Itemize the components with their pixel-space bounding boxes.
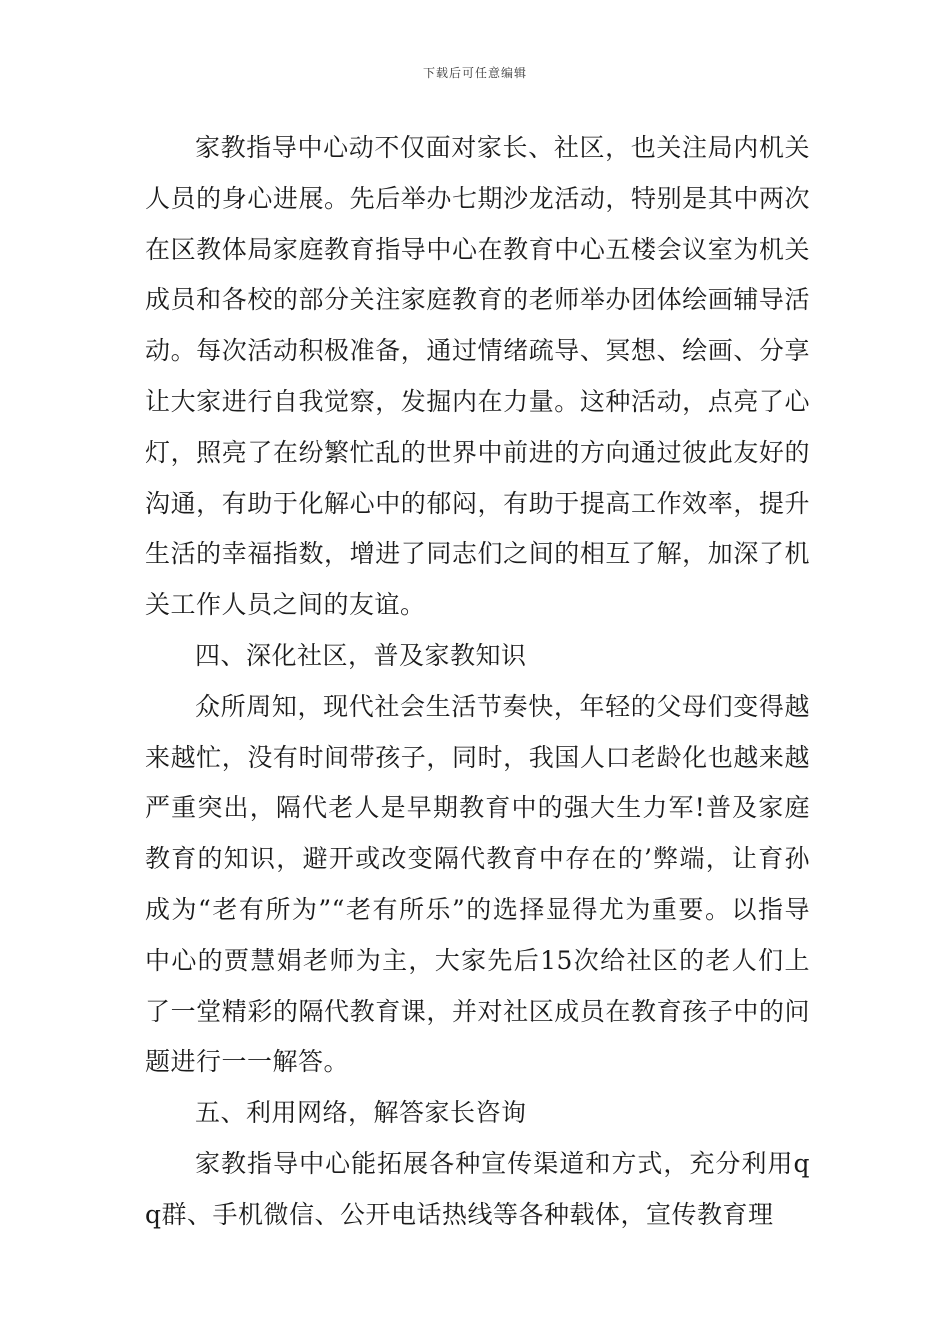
page-header: 下载后可任意编辑 [422,66,527,80]
document-body [145,123,810,1241]
paragraph-staff-salon: 家教指导中心动不仅面对家长、社区，也关注局内机关人员的身心进展。先后举办七期沙龙活动，特别是其中两次在区教体局家庭教育指导中心在教育中心五楼会议室为机关成员和各校的部分关注家庭教育的老师举办团体绘画辅导活动。每次活动积极准备，通过情绪疏导、冥想、绘画、分享让大家进行自我觉察，发掘内在力量。这种活动，点亮了心灯，照亮了在纷繁忙乱的世界中前进的方向通过彼此友好的沟通，有助于化解心中的郁闷，有助于提高工作效率，提升生活的幸福指数，增进了同志们之间的相互了解，加深了机关工作人员之间的友谊。 [145,133,810,620]
paragraph-network-consulting: 家教指导中心能拓展各种宣传渠道和方式，充分利用qq群、手机微信、公开电话热线等各种载体，宣传教育理 [145,1148,810,1229]
paragraph-community-education: 众所周知，现代社会生活节奏快，年轻的父母们变得越来越忙，没有时间带孩子，同时，我国人口老龄化也越来越严重突出，隔代老人是早期教育中的强大生力军!普及家庭教育的知识，避开或改变隔代教育中存在的’弊端，让育孙成为“老有所为”“老有所乐”的选择显得尤为重要。以指导中心的贾慧娟老师为主，大家先后15次给社区的老人们上了一堂精彩的隔代教育课，并对社区成员在教育孩子中的问题进行一一解答。 [145,691,810,1077]
section-heading-community: 四、深化社区，普及家教知识 [195,640,527,670]
section-heading-network: 五、利用网络，解答家长咨询 [195,1098,527,1128]
